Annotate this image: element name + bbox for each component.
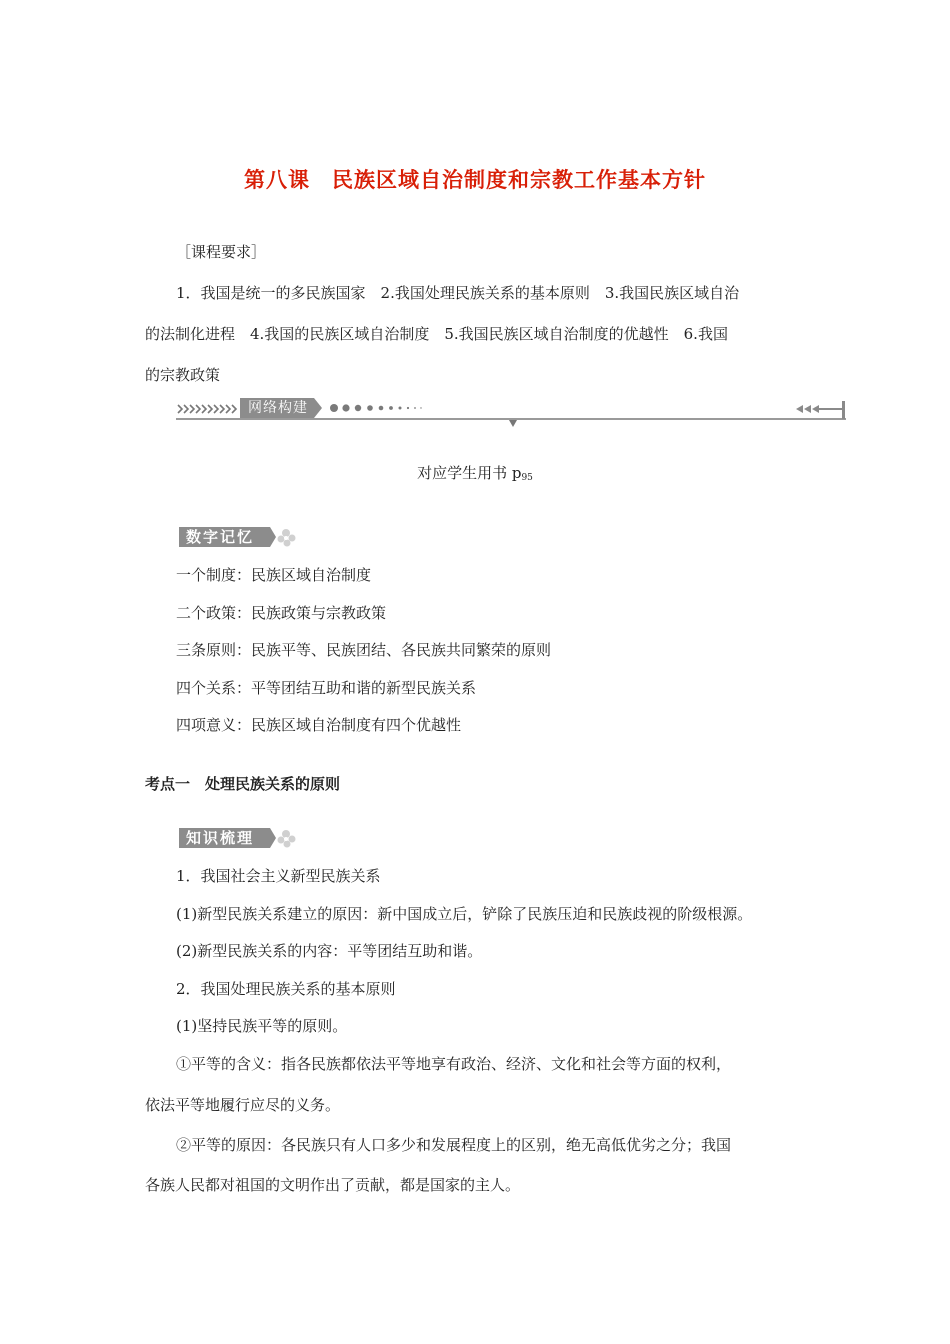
reference-page: 95 <box>521 473 533 483</box>
reference-line <box>0 463 950 486</box>
page-title: 第八课 民族区域自治制度和宗教工作基本方针 <box>244 168 706 192</box>
knowledge-heading: 知识梳理 <box>186 829 255 847</box>
paragraph: 各族人民都对祖国的文明作出了贡献，都是国家的主人。 <box>145 1176 521 1194</box>
network-bar <box>176 397 848 431</box>
memory-item: 一个制度：民族区域自治制度 <box>176 566 372 584</box>
memory-item: 二个政策：民族政策与宗教政策 <box>176 604 387 622</box>
paragraph: 1．我国社会主义新型民族关系 <box>176 867 381 885</box>
reference-text: 对应学生用书 p <box>417 464 522 482</box>
paragraph: ①平等的含义：指各民族都依法平等地享有政治、经济、文化和社会等方面的权利， <box>176 1055 732 1073</box>
network-bar-label: 网络构建 <box>248 400 308 416</box>
left-arrows-icon <box>796 401 845 419</box>
paragraph: ②平等的原因：各民族只有人口多少和发展程度上的区别，绝无高低优劣之分；我国 <box>176 1136 732 1154</box>
paragraph: 依法平等地履行应尽的义务。 <box>145 1096 341 1114</box>
memory-item: 三条原则：民族平等、民族团结、各民族共同繁荣的原则 <box>176 641 552 659</box>
paragraph: (1)坚持民族平等的原则。 <box>176 1017 348 1035</box>
chevrons-icon <box>178 405 236 413</box>
requirements-line-2: 的法制化进程 4.我国的民族区域自治制度 5.我国民族区域自治制度的优越性 6.我国 <box>145 325 728 343</box>
digital-memory-heading: 数字记忆 <box>186 528 255 546</box>
requirements-line-3: 的宗教政策 <box>145 366 221 384</box>
section-heading: 考点一 处理民族关系的原则 <box>145 775 341 793</box>
knowledge-banner <box>176 825 296 851</box>
paragraph: 2．我国处理民族关系的基本原则 <box>176 980 396 998</box>
dots-icon <box>330 404 422 412</box>
requirements-line-1: 1．我国是统一的多民族国家 2.我国处理民族关系的基本原则 3.我国民族区域自治 <box>176 284 740 302</box>
paragraph: (1)新型民族关系建立的原因：新中国成立后，铲除了民族压迫和民族歧视的阶级根源。 <box>176 905 753 923</box>
memory-item: 四项意义：民族区域自治制度有四个优越性 <box>176 716 462 734</box>
requirements-heading: ［课程要求］ <box>176 243 267 261</box>
digital-memory-banner <box>176 524 296 550</box>
flower-icon <box>278 830 296 848</box>
memory-item: 四个关系：平等团结互助和谐的新型民族关系 <box>176 679 477 697</box>
flower-icon <box>278 529 296 547</box>
paragraph: (2)新型民族关系的内容：平等团结互助和谐。 <box>176 942 483 960</box>
pointer-icon <box>509 420 517 427</box>
